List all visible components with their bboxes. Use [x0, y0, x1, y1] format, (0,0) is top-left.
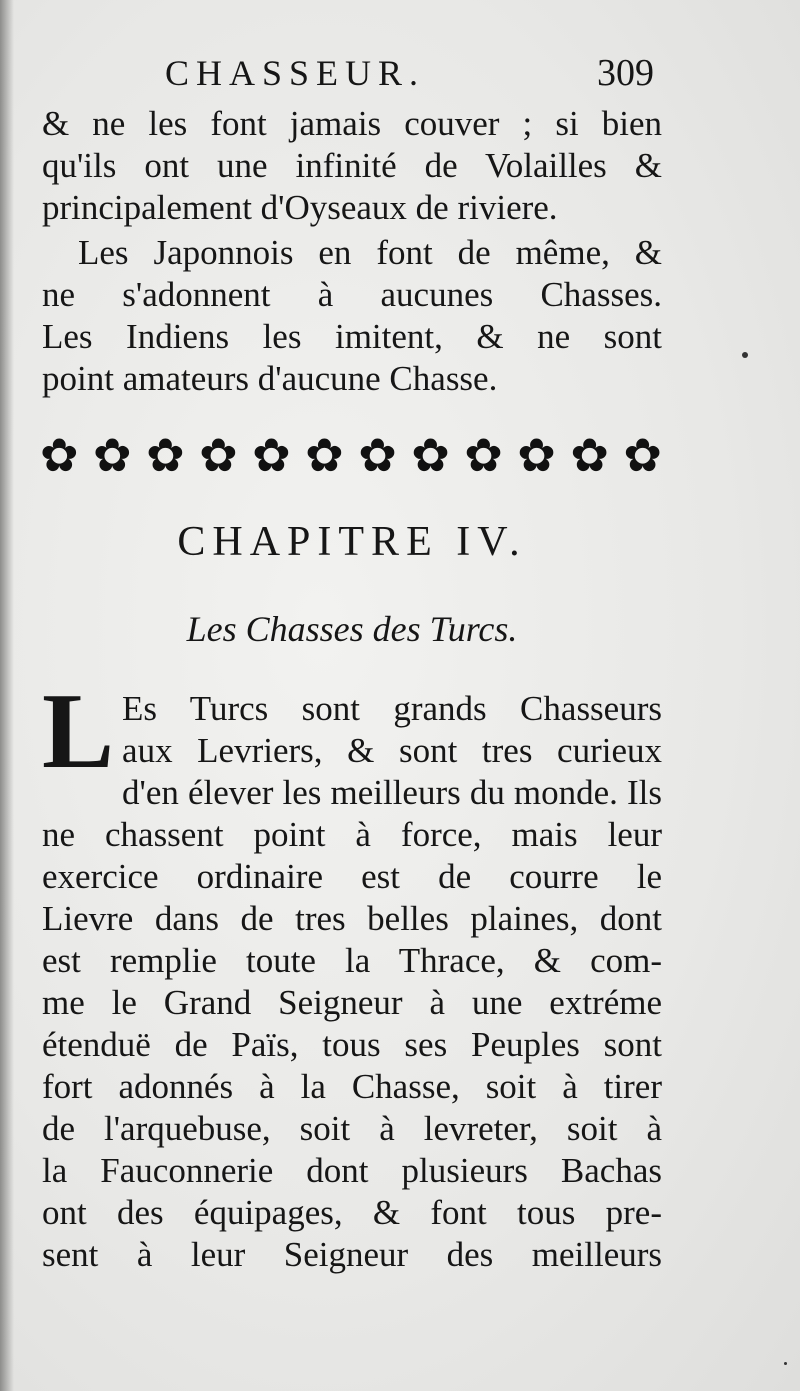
- text-line: aux Levriers, & sont tres curieux: [122, 731, 662, 770]
- fleuron-icon: ✿: [358, 428, 397, 482]
- text-line: ne s'adonnent à aucunes Chasses.: [42, 275, 662, 314]
- text-line: Es Turcs sont grands Chasseurs: [122, 689, 662, 728]
- page-gutter-shadow: [0, 0, 14, 1391]
- text-line: ont des équipages, & font tous pre-: [42, 1193, 662, 1232]
- page-header: [40, 48, 660, 98]
- fleuron-icon: ✿: [199, 428, 238, 482]
- fleuron-icon: ✿: [93, 428, 132, 482]
- text-line: & ne les font jamais couver ; si bien: [42, 104, 662, 143]
- text-line: Les Indiens les imitent, & ne sont: [42, 317, 662, 356]
- fleuron-icon: ✿: [305, 428, 344, 482]
- fleuron-icon: ✿: [464, 428, 503, 482]
- text-line: Les Japonnois en font de même, &: [78, 233, 662, 272]
- text-line: la Fauconnerie dont plusieurs Bachas: [42, 1151, 662, 1190]
- text-line: fort adonnés à la Chasse, soit à tirer: [42, 1067, 662, 1106]
- text-line: principalement d'Oyseaux de riviere.: [42, 188, 558, 227]
- fleuron-icon: ✿: [623, 428, 662, 482]
- text-line: sent à leur Seigneur des meilleurs: [42, 1235, 662, 1274]
- text-line: étenduë de Païs, tous ses Peuples sont: [42, 1025, 662, 1064]
- fleuron-icon: ✿: [252, 428, 291, 482]
- page-number: 309: [597, 52, 654, 94]
- fleuron-ornament-band: [40, 425, 662, 485]
- fleuron-icon: ✿: [40, 428, 79, 482]
- text-line: de l'arquebuse, soit à levreter, soit à: [42, 1109, 662, 1148]
- paragraph-turcs: [42, 672, 662, 1278]
- section-title: Les Chasses des Turcs.: [186, 609, 518, 649]
- text-line: qu'ils ont une infinité de Volailles &: [42, 146, 662, 185]
- paragraph-continuation: [42, 103, 662, 229]
- ink-speck: [784, 1362, 787, 1365]
- text-line: ne chassent point à force, mais leur: [42, 815, 662, 854]
- text-line: exercice ordinaire est de courre le: [42, 857, 662, 896]
- chapter-title: CHAPITRE IV.: [177, 519, 527, 565]
- text-line: point amateurs d'aucune Chasse.: [42, 359, 498, 398]
- text-line: me le Grand Seigneur à une extréme: [42, 983, 662, 1022]
- fleuron-icon: ✿: [411, 428, 450, 482]
- drop-cap: L: [42, 672, 115, 791]
- ink-speck: [742, 352, 748, 358]
- text-line: d'en élever les meilleurs du monde. Ils: [122, 773, 662, 812]
- fleuron-icon: ✿: [146, 428, 185, 482]
- fleuron-icon: ✿: [570, 428, 609, 482]
- text-line: est remplie toute la Thrace, & com-: [42, 941, 662, 980]
- paragraph-japan: [42, 232, 662, 400]
- text-line: Lievre dans de tres belles plaines, dont: [42, 899, 662, 938]
- fleuron-icon: ✿: [517, 428, 556, 482]
- running-title: CHASSEUR.: [165, 53, 426, 93]
